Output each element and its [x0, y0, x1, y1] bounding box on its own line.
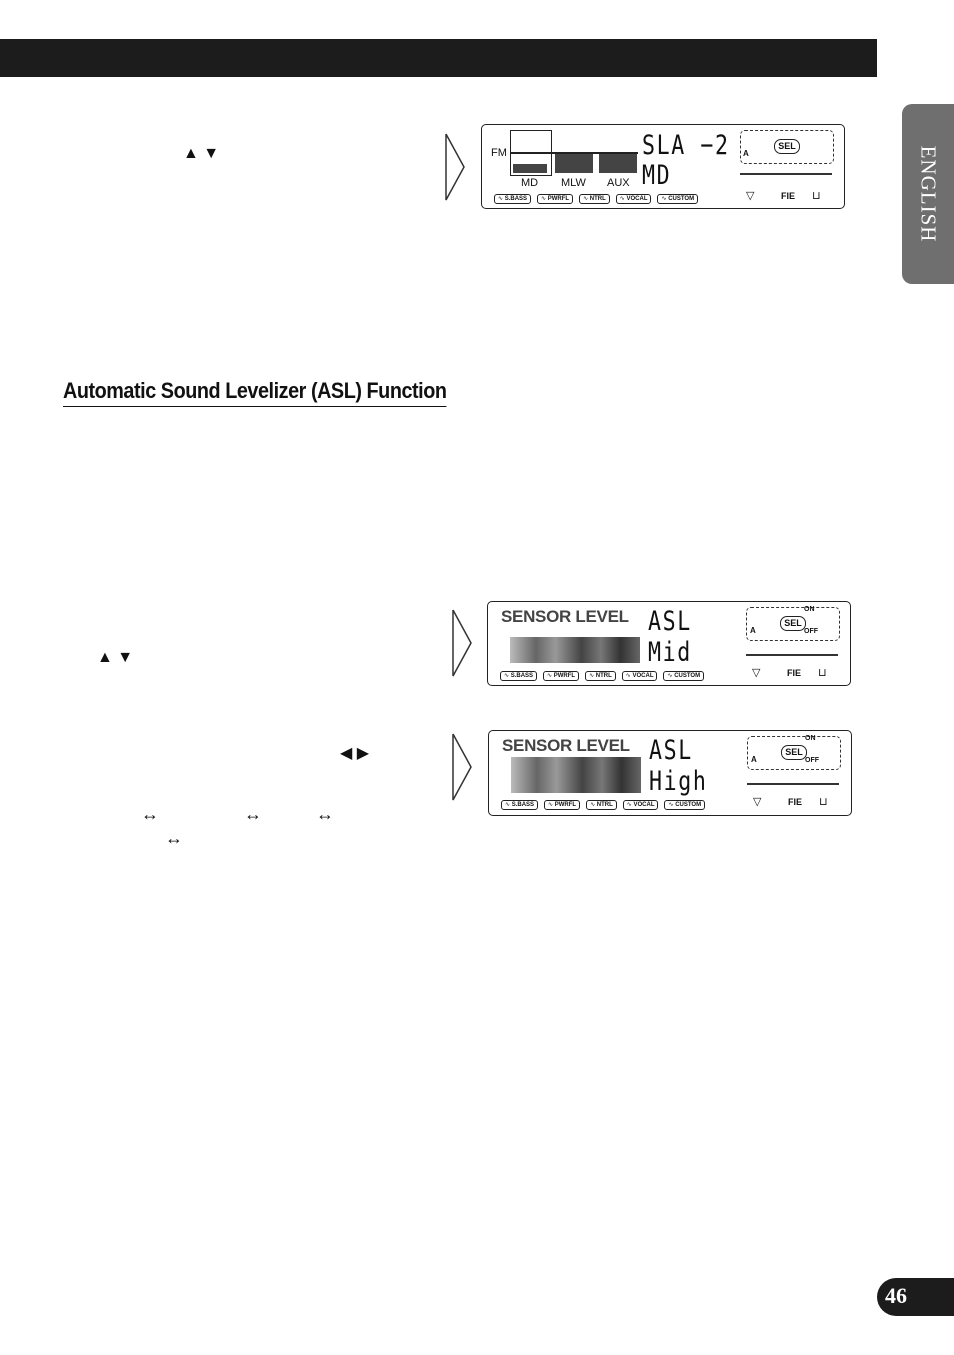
display-line-2: High: [649, 766, 708, 797]
up-down-arrows-icon: ▲ ▼: [183, 145, 220, 162]
preset-sbass: ∿ S.BASS: [501, 800, 538, 810]
fie-indicator: FIE: [781, 191, 796, 201]
display-line-2: Mid: [648, 637, 692, 668]
sel-button-icon: SEL: [781, 745, 807, 760]
preset-custom: ∿ CUSTOM: [657, 194, 698, 204]
preset-sbass: ∿ S.BASS: [500, 671, 537, 681]
source-md: MD: [521, 177, 539, 189]
both-way-arrow-icon-2: ↔: [244, 804, 262, 824]
preset-ntrl: ∿ NTRL: [586, 800, 617, 810]
language-tab: [902, 104, 954, 284]
display-line-1: SLA −2: [642, 130, 730, 161]
eq-rule: [746, 654, 838, 656]
sel-button-icon: SEL: [774, 139, 800, 154]
display-panel-asl-mid: [487, 601, 851, 686]
page-number-badge: [877, 1278, 954, 1316]
off-indicator: OFF: [804, 628, 818, 635]
fie-indicator: FIE: [787, 668, 802, 678]
display-panel-asl-high: [488, 730, 852, 816]
display-line-1: ASL: [649, 735, 693, 766]
chevron-right-icon-3: [450, 732, 474, 802]
preset-pwrfl: ∿ PWRFL: [544, 800, 580, 810]
speaker-icon: ▽: [746, 190, 755, 202]
a-indicator: A: [751, 755, 757, 764]
preset-row: [494, 194, 698, 204]
preset-ntrl: ∿ NTRL: [585, 671, 616, 681]
both-way-arrow-icon-1: ↔: [141, 804, 159, 824]
header-bar: [0, 39, 877, 77]
left-right-arrows-icon: ◀ ▶: [340, 745, 370, 762]
both-way-arrow-icon-3: ↔: [316, 804, 334, 824]
sensor-level-label: SENSOR LEVEL: [501, 607, 629, 626]
display-line-2: MD: [642, 160, 672, 191]
sensor-level-graphic: [510, 637, 640, 663]
filter-icon: ⊔: [819, 796, 828, 808]
preset-pwrfl: ∿ PWRFL: [537, 194, 573, 204]
chevron-right-icon-2: [450, 608, 474, 678]
speaker-icon: ▽: [752, 667, 761, 679]
a-indicator: A: [750, 626, 756, 635]
source-bar-aux: [599, 153, 637, 173]
preset-row: [501, 800, 705, 810]
preset-custom: ∿ CUSTOM: [663, 671, 704, 681]
display-line-1: ASL: [648, 606, 692, 637]
page-number: 46: [885, 1283, 907, 1308]
source-label-fm: FM: [491, 147, 507, 159]
language-tab-label: ENGLISH: [916, 145, 941, 243]
both-way-arrow-icon-4: ↔: [165, 828, 183, 848]
source-rule: [510, 152, 638, 154]
display-panel-sla: [481, 124, 845, 209]
sensor-level-graphic: [511, 757, 641, 793]
section-heading: Automatic Sound Levelizer (ASL) Function: [63, 378, 447, 407]
preset-vocal: ∿ VOCAL: [622, 671, 658, 681]
speaker-icon: ▽: [753, 796, 762, 808]
fie-indicator: FIE: [788, 797, 803, 807]
sel-button-icon: SEL: [780, 616, 806, 631]
up-down-arrows-icon-2: ▲ ▼: [97, 649, 134, 666]
filter-icon: ⊔: [818, 667, 827, 679]
preset-vocal: ∿ VOCAL: [623, 800, 659, 810]
a-indicator: A: [743, 149, 749, 158]
preset-ntrl: ∿ NTRL: [579, 194, 610, 204]
on-indicator: ON: [805, 735, 816, 742]
filter-icon: ⊔: [812, 190, 821, 202]
source-bar-md: [513, 164, 547, 173]
preset-custom: ∿ CUSTOM: [664, 800, 705, 810]
source-mlw: MLW: [561, 177, 586, 189]
eq-rule: [740, 173, 832, 175]
on-indicator: ON: [804, 606, 815, 613]
chevron-right-icon: [443, 132, 467, 202]
sensor-level-label: SENSOR LEVEL: [502, 736, 630, 755]
source-bar-mlw: [555, 153, 593, 173]
preset-row: [500, 671, 704, 681]
off-indicator: OFF: [805, 757, 819, 764]
source-aux: AUX: [607, 177, 630, 189]
preset-vocal: ∿ VOCAL: [616, 194, 652, 204]
eq-rule: [747, 783, 839, 785]
preset-sbass: ∿ S.BASS: [494, 194, 531, 204]
preset-pwrfl: ∿ PWRFL: [543, 671, 579, 681]
